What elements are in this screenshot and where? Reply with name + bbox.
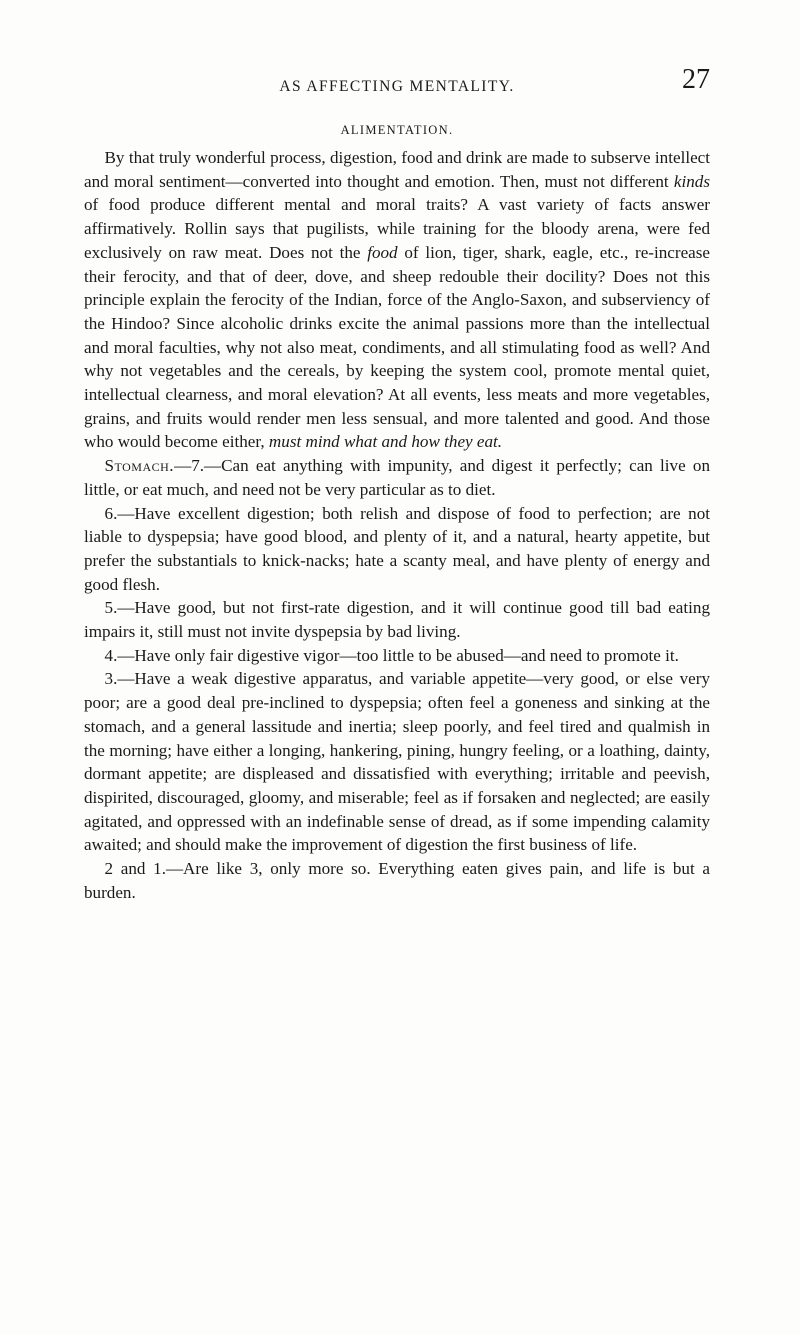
running-title: AS AFFECTING MENTALITY. [279, 78, 515, 95]
section-heading: ALIMENTATION. [340, 123, 454, 137]
paragraph-2-and-1 [84, 857, 710, 904]
page-body [84, 110, 710, 905]
paragraph-text: 6.—Have excellent digestion; both relish and dispose of food to perfection; are not liable to dyspepsia; have good blood, and plenty of it, and a natural, hearty appetite, but prefer the substantials to knick-nacks; hate a scanty meal, and have plenty of energy and good flesh. [84, 503, 710, 594]
paragraph-3 [84, 667, 710, 857]
paragraph-5 [84, 596, 710, 643]
paragraph-6 [84, 502, 710, 597]
page-number: 27 [682, 64, 710, 95]
paragraph-text: —7.—Can eat anything with impunity, and digest it perfectly; can live on little, or eat much, and need not be very particular as to diet. [84, 456, 710, 499]
paragraph-lead: Stomach. [104, 456, 175, 476]
intro-paragraph [84, 146, 710, 454]
paragraph-text: 5.—Have good, but not first-rate digestion, and it will continue good till bad eating impairs it, still must not invite dyspepsia by bad living. [84, 598, 710, 642]
intro-emphasis-closing: must mind what and how they eat. [268, 432, 503, 452]
running-head [84, 62, 710, 98]
intro-text-2: of food produce different mental and moral traits? A vast variety of facts answer affirmatively. Rollin says that pugilists, while training for the bloody arena, were fed exclusively on raw meat. Does not the [84, 195, 710, 262]
paragraph-text: 2 and 1.—Are like 3, only more so. Everything eaten gives pain, and life is but a burden. [84, 859, 710, 902]
intro-emphasis-kinds: kinds [673, 171, 710, 191]
paragraph-4 [84, 644, 710, 668]
intro-text-1: By that truly wonderful process, digestion, food and drink are made to subserve intellect and moral sentiment—converted into thought and emotion. Then, must not different [84, 148, 710, 191]
intro-emphasis-food: food [367, 242, 398, 262]
paragraph-stomach-7 [84, 454, 710, 501]
paragraph-text: 3.—Have a weak digestive apparatus, and variable appetite—very good, or else very poor; are a good deal pre-inclined to dyspepsia; often feel a goneness and sinking at the stomach, and a general lassitude and inertia; sleep poorly, and feel tired and qualmish in the morning; have either a longing, hankering, pining, hungry feeling, or a loathing, dainty, dormant appetite; are displeased and dissatisfied with everything; irritable and peevish, dispirited, discouraged, gloomy, and miserable; feel as if forsaken and neglected; are easily agitated, and oppressed with an indefinable sense of dread, as if some impending calamity awaited; and should make the improvement of digestion the first business of life. [84, 669, 710, 855]
intro-text-3: of lion, tiger, shark, eagle, etc., re-increase their ferocity, and that of deer, dove, and sheep redouble their docility? Does not this principle explain the ferocity of the Indian, force of the Anglo-Saxon, and subserviency of the Hindoo? Since alcoholic drinks excite the animal passions more than the intellectual and moral faculties, why not also meat, condiments, and all stimulating food as well? And why not vegetables and the cereals, by keeping the system cool, promote mental quiet, intellectual clearness, and moral elevation? At all events, less meats and more vegetables, grains, and fruits would render men less sensual, and more talented and good. And those who would become either, [84, 242, 710, 452]
paragraph-text: 4.—Have only fair digestive vigor—too little to be abused—and need to promote it. [104, 645, 679, 665]
